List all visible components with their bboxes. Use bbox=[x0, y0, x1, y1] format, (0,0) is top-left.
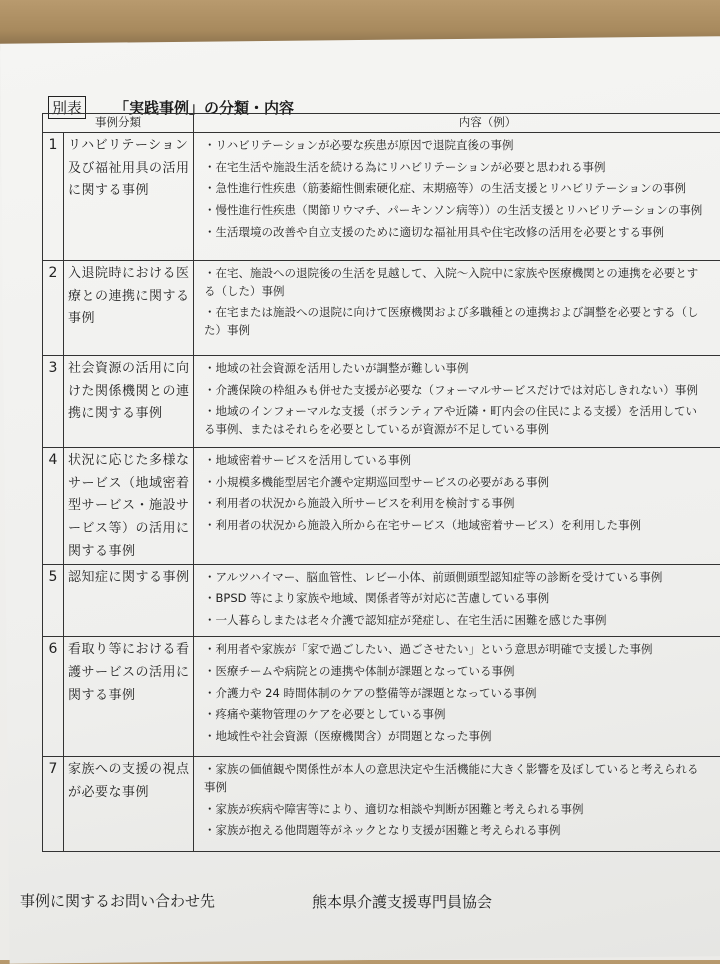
row-content bbox=[194, 260, 720, 355]
table-row bbox=[43, 132, 720, 260]
appendix-tag: 別表 bbox=[48, 96, 86, 119]
content-item: ・介護力や 24 時間体制のケアの整備等が課題となっている事例 bbox=[204, 685, 704, 703]
row-number: 3 bbox=[43, 355, 64, 447]
row-number: 6 bbox=[43, 637, 64, 757]
row-number: 4 bbox=[43, 447, 64, 564]
header-content: 内容（例） bbox=[194, 114, 720, 133]
case-classification-table bbox=[42, 113, 720, 852]
content-item: ・小規模多機能型居宅介護や定期巡回型サービスの必要がある事例 bbox=[204, 474, 704, 492]
content-item: ・在宅または施設への退院に向けて医療機関および多職種との連携および調整を必要とする（した）事例 bbox=[204, 304, 704, 340]
row-content bbox=[194, 637, 720, 757]
row-content bbox=[194, 355, 720, 447]
row-content bbox=[194, 564, 720, 636]
content-item: ・疼痛や薬物管理のケアを必要としている事例 bbox=[204, 706, 704, 724]
content-item: ・利用者の状況から施設入所から在宅サービス（地域密着サービス）を利用した事例 bbox=[204, 517, 704, 535]
table-row bbox=[43, 637, 720, 757]
content-item: ・介護保険の枠組みも併せた支援が必要な（フォーマルサービスだけでは対応しきれない）事例 bbox=[204, 382, 704, 400]
row-content bbox=[194, 132, 720, 260]
content-item: ・BPSD 等により家族や地域、関係者等が対応に苦慮している事例 bbox=[204, 590, 704, 608]
content-item: ・アルツハイマー、脳血管性、レビー小体、前頭側頭型認知症等の診断を受けている事例 bbox=[204, 569, 704, 587]
row-number: 2 bbox=[43, 260, 64, 355]
content-item: ・地域の社会資源を活用したいが調整が難しい事例 bbox=[204, 360, 704, 378]
table-row bbox=[43, 355, 720, 447]
table-row bbox=[43, 260, 720, 355]
row-category: 家族への支援の視点が必要な事例 bbox=[64, 757, 194, 852]
header-category: 事例分類 bbox=[43, 114, 194, 133]
content-item: ・地域密着サービスを活用している事例 bbox=[204, 452, 704, 470]
row-content bbox=[194, 757, 720, 852]
content-item: ・急性進行性疾患（筋萎縮性側索硬化症、末期癌等）の生活支援とリハビリテーションの事例 bbox=[204, 180, 704, 198]
row-number: 7 bbox=[43, 757, 64, 852]
footer-contact-label: 事例に関するお問い合わせ先 bbox=[20, 890, 215, 911]
row-category: 社会資源の活用に向けた関係機関との連携に関する事例 bbox=[64, 355, 194, 447]
table-row bbox=[43, 564, 720, 636]
content-item: ・家族が疾病や障害等により、適切な相談や判断が困難と考えられる事例 bbox=[204, 801, 704, 819]
content-item: ・家族の価値観や関係性が本人の意思決定や生活機能に大きく影響を及ぼしていると考えられる事例 bbox=[204, 761, 704, 797]
footer-organization: 熊本県介護支援専門員協会 bbox=[312, 891, 492, 912]
content-item: ・慢性進行性疾患（関節リウマチ、パーキンソン病等））の生活支援とリハビリテーションの事例 bbox=[204, 202, 704, 220]
content-item: ・生活環境の改善や自立支援のために適切な福祉用具や住宅改修の活用を必要とする事例 bbox=[204, 224, 704, 242]
row-number: 5 bbox=[43, 564, 64, 636]
title-text: 「実践事例」の分類・内容 bbox=[114, 97, 294, 118]
row-category: 入退院時における医療との連携に関する事例 bbox=[64, 260, 194, 355]
row-category: リハビリテーション及び福祉用具の活用に関する事例 bbox=[64, 132, 194, 260]
content-item: ・地域のインフォーマルな支援（ボランティアや近隣・町内会の住民による支援）を活用している事例、またはそれらを必要としているが資源が不足している事例 bbox=[204, 403, 704, 439]
content-item: ・地域性や社会資源（医療機関含）が問題となった事例 bbox=[204, 728, 704, 746]
row-content bbox=[194, 447, 720, 564]
header-row bbox=[43, 114, 720, 133]
content-item: ・在宅生活や施設生活を続ける為にリハビリテーションが必要と思われる事例 bbox=[204, 159, 704, 177]
content-item: ・在宅、施設への退院後の生活を見越して、入院～入院中に家族や医療機関との連携を必要とする（した）事例 bbox=[204, 265, 704, 301]
row-number: 1 bbox=[43, 132, 64, 260]
content-item: ・一人暮らしまたは老々介護で認知症が発症し、在宅生活に困難を感じた事例 bbox=[204, 612, 704, 630]
content-item: ・家族が抱える他問題等がネックとなり支援が困難と考えられる事例 bbox=[204, 822, 704, 840]
row-category: 認知症に関する事例 bbox=[64, 564, 194, 636]
content-item: ・医療チームや病院との連携や体制が課題となっている事例 bbox=[204, 663, 704, 681]
row-category: 看取り等における看護サービスの活用に関する事例 bbox=[64, 637, 194, 757]
content-item: ・利用者の状況から施設入所サービスを利用を検討する事例 bbox=[204, 495, 704, 513]
content-item: ・利用者や家族が「家で過ごしたい、過ごさせたい」という意思が明確で支援した事例 bbox=[204, 641, 704, 659]
content-item: ・リハビリテーションが必要な疾患が原因で退院直後の事例 bbox=[204, 137, 704, 155]
table-row bbox=[43, 757, 720, 852]
table-row bbox=[43, 447, 720, 564]
row-category: 状況に応じた多様なサービス（地域密着型サービス・施設サービス等）の活用に関する事例 bbox=[64, 447, 194, 564]
